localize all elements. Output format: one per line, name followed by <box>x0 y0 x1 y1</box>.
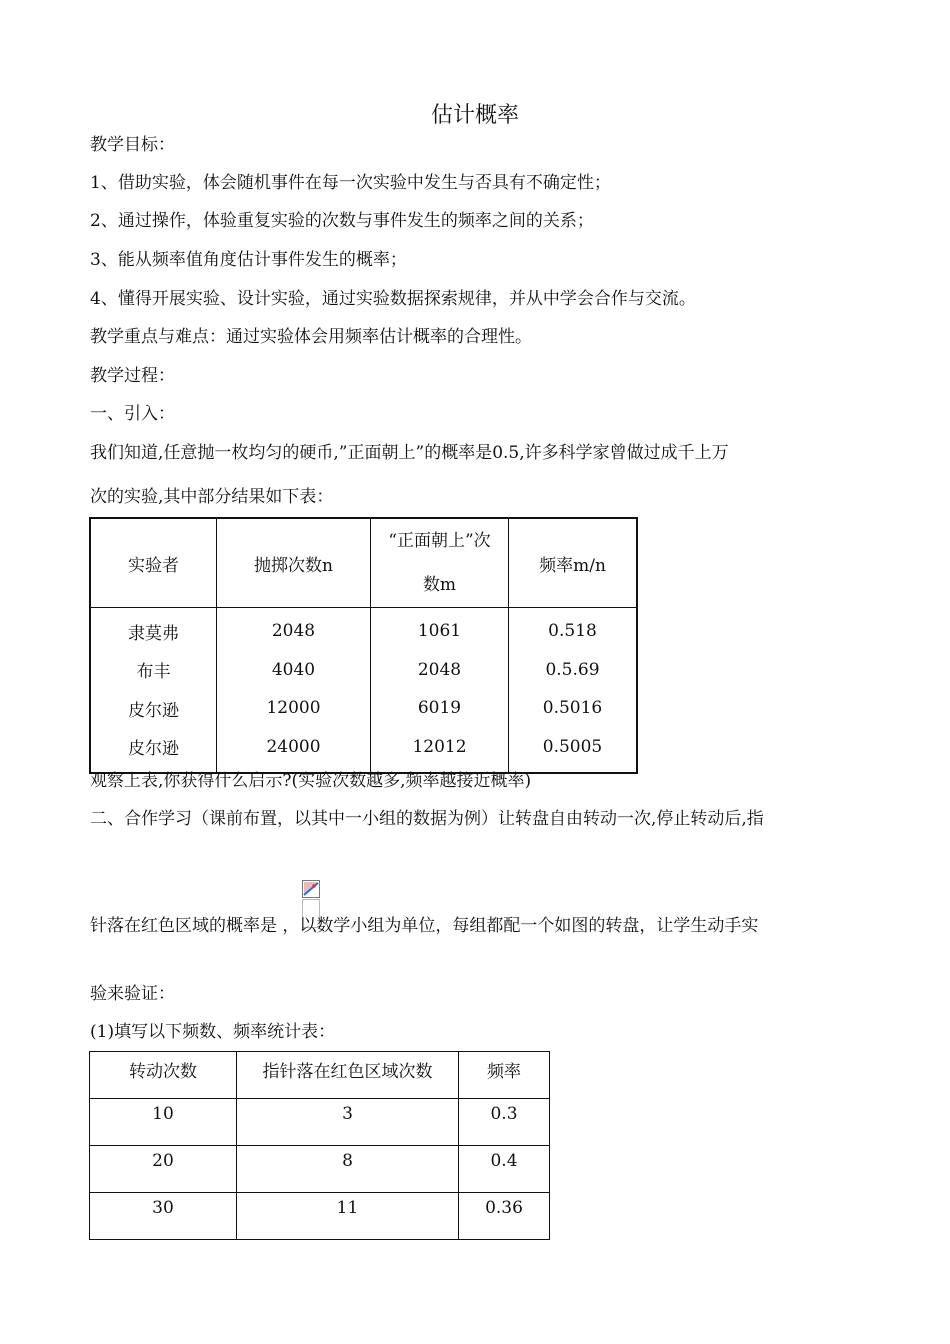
goal-4: 4、懂得开展实验、设计实验，通过实验数据探索规律，并从中学会合作与交流。 <box>90 289 696 309</box>
table-cell: 30 <box>90 1193 237 1240</box>
coop-paragraph-2: 针落在红色区域的概率是 ，以数学小组为单位，每组都配一个如图的转盘，让学生动手实 <box>90 916 759 936</box>
coin-toss-table <box>89 517 638 774</box>
goal-heading: 教学目标： <box>90 135 175 155</box>
table-cell: 12000 <box>217 689 371 728</box>
table-cell: 1061 <box>371 608 509 651</box>
table-cell: 2048 <box>371 651 509 690</box>
spinner-frequency-table <box>89 1051 550 1240</box>
table-cell: 8 <box>237 1146 459 1193</box>
fill-table-instruction: (1)填写以下频数、频率统计表： <box>90 1022 336 1042</box>
table-header-row <box>90 1052 550 1099</box>
coop-paragraph-1: 二、合作学习（课前布置，以其中一小组的数据为例）让转盘自由转动一次,停止转动后,指 <box>90 809 764 829</box>
header-cell: 转动次数 <box>90 1052 237 1099</box>
goal-3: 3、能从频率值角度估计事件发生的概率； <box>90 250 407 270</box>
header-cell: 实验者 <box>90 518 217 608</box>
goal-1: 1、借助实验，体会随机事件在每一次实验中发生与否具有不确定性； <box>90 173 611 193</box>
header-cell-line: 数m <box>422 575 457 595</box>
table-cell: 12012 <box>371 728 509 774</box>
table-cell: 0.4 <box>459 1146 550 1193</box>
intro-paragraph-2: 次的实验,其中部分结果如下表： <box>90 487 334 507</box>
table-row <box>90 1146 550 1193</box>
table-cell: 24000 <box>217 728 371 774</box>
table-cell: 11 <box>237 1193 459 1240</box>
intro-paragraph-1: 我们知道,任意抛一枚均匀的硬币,”正面朝上”的概率是0.5,许多科学家曾做过成千上万 <box>90 443 729 463</box>
header-cell: 抛掷次数n <box>217 518 371 608</box>
table-cell: 0.5.69 <box>509 651 638 690</box>
key-point: 教学重点与难点：通过实验体会用频率估计概率的合理性。 <box>90 327 532 347</box>
table-cell: 隶莫弗 <box>128 623 179 644</box>
coop-paragraph-3: 验来验证： <box>90 984 175 1004</box>
header-cell-line: “正面朝上”次 <box>388 531 491 551</box>
table-cell: 10 <box>90 1099 237 1146</box>
table-cell: 0.518 <box>509 608 638 651</box>
table-cell: 0.36 <box>459 1193 550 1240</box>
table-row <box>90 608 637 651</box>
header-cell <box>371 518 509 608</box>
table-cell: 皮尔逊 <box>128 700 179 721</box>
table-cell: 0.5005 <box>509 728 638 774</box>
table-row <box>90 689 637 728</box>
table-cell: 0.5016 <box>509 689 638 728</box>
header-cell: 频率 <box>459 1052 550 1099</box>
table-cell: 0.3 <box>459 1099 550 1146</box>
table-cell: 20 <box>90 1146 237 1193</box>
table-cell: 皮尔逊 <box>128 739 179 760</box>
document-title: 估计概率 <box>430 103 519 128</box>
table-cell: 布丰 <box>136 662 171 683</box>
header-cell: 频率m/n <box>509 518 638 608</box>
process-heading: 教学过程： <box>90 366 175 386</box>
table-cell: 2048 <box>217 608 371 651</box>
table-cell: 6019 <box>371 689 509 728</box>
table-row <box>90 1099 550 1146</box>
header-cell: 指针落在红色区域次数 <box>237 1052 459 1099</box>
table-header-row <box>90 518 637 608</box>
table-row <box>90 651 637 690</box>
intro-heading: 一、引入： <box>90 404 175 424</box>
table-row <box>90 1193 550 1240</box>
goal-2: 2、通过操作，体验重复实验的次数与事件发生的频率之间的关系； <box>90 211 594 231</box>
table-cell: 3 <box>237 1099 459 1146</box>
table-cell: 4040 <box>217 651 371 690</box>
observe-question: 观察上表,你获得什么启示?(实验次数越多,频率越接近概率) <box>90 771 532 791</box>
